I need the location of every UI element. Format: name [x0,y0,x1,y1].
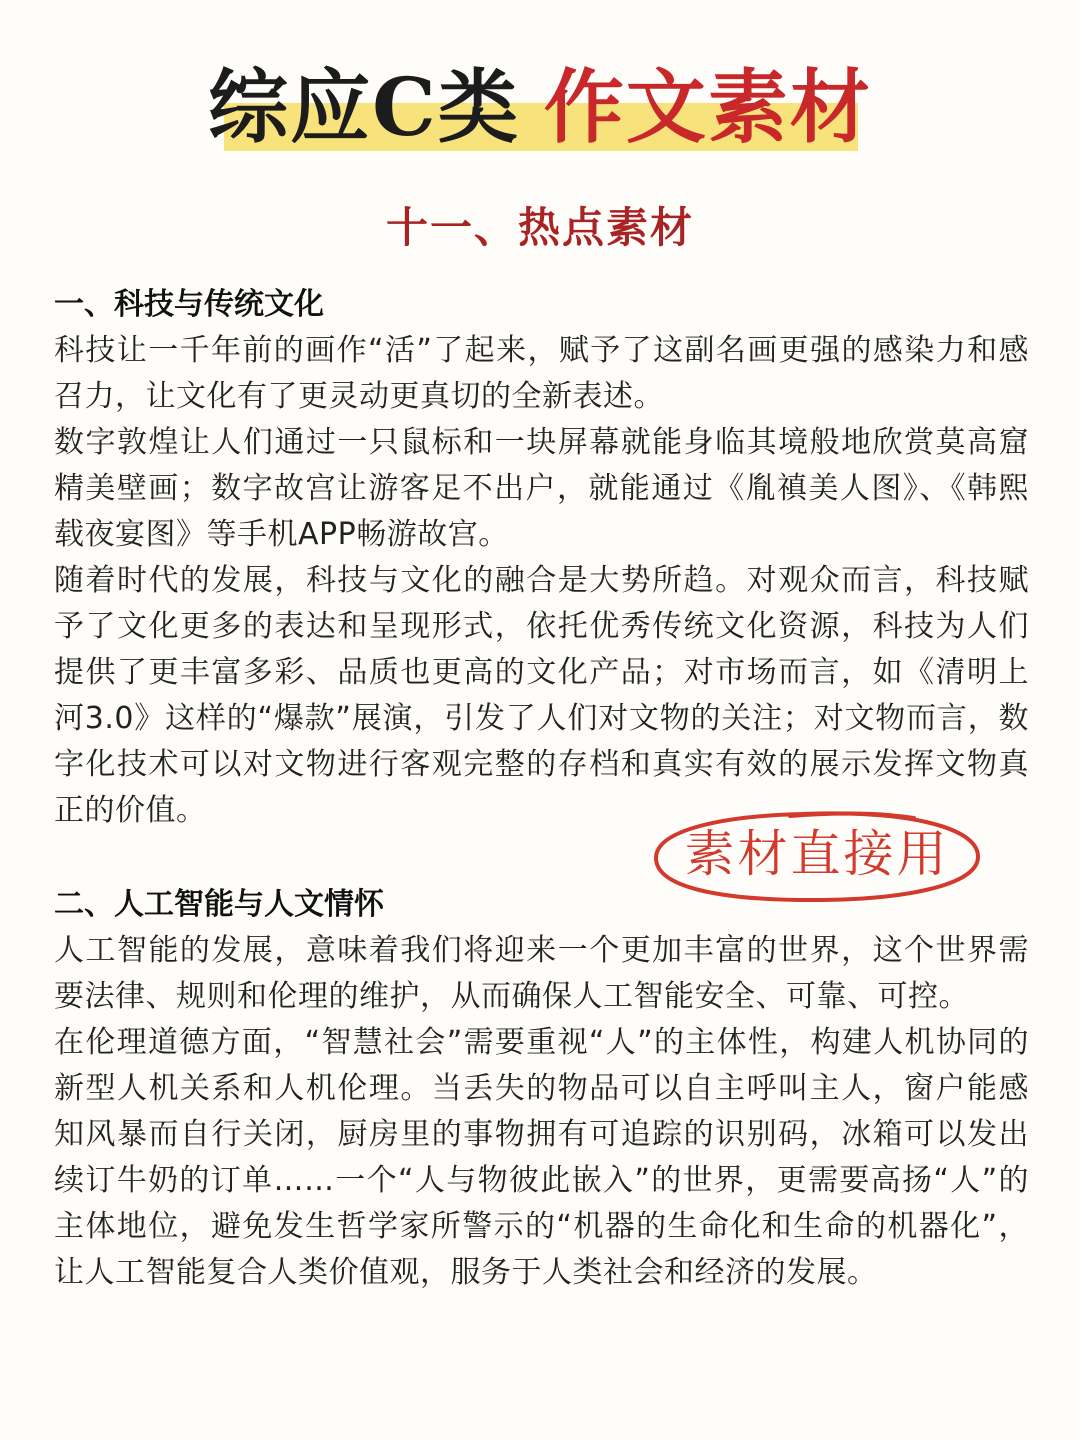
stamp-text: 素材直接用 [684,825,950,883]
section-paragraph: 随着时代的发展，科技与文化的融合是大势所趋。对观众而言，科技赋予了文化更多的表达和呈现形式，依托优秀传统文化资源，科技为人们提供了更丰富多彩、品质也更高的文化产品；对市场而言，如《清明上河3.0》这样的“爆款”展演，引发了人们对文物的关注；对文物而言，数字化技术可以对文物进行客观完整的存档和真实有效的展示发挥文物真正的价值。 [54,563,1029,828]
section-heading: 一、科技与传统文化 [54,287,324,322]
title-block [0,55,1080,165]
section-paragraph: 人工智能的发展，意味着我们将迎来一个更加丰富的世界，这个世界需要法律、规则和伦理的维护，从而确保人工智能安全、可靠、可控。 [54,933,1029,1014]
title-part-topic: 作文素材 [543,60,872,154]
section-paragraph: 科技让一千年前的画作“活”了起来，赋予了这副名画更强的感染力和感召力，让文化有了更灵动更真切的全新表述。 [54,333,1029,414]
section-tech-culture [54,282,1029,834]
title-part-category: 综应C类 [208,60,520,154]
section-heading: 二、人工智能与人文情怀 [54,887,384,922]
section-ai-humanities [54,882,1029,1296]
section-paragraph: 数字敦煌让人们通过一只鼠标和一块屏幕就能身临其境般地欣赏莫高窟精美壁画；数字故宫让游客足不出户，就能通过《胤禛美人图》、《韩熙载夜宴图》等手机APP畅游故宫。 [54,425,1029,552]
section-paragraph: 在伦理道德方面，“智慧社会”需要重视“人”的主体性，构建人机协同的新型人机关系和人机伦理。当丢失的物品可以自主呼叫主人，窗户能感知风暴而自行关闭，厨房里的事物拥有可追踪的识别码，冰箱可以发出续订牛奶的订单……一个“人与物彼此嵌入”的世界，更需要高扬“人”的主体地位，避免发生哲学家所警示的“机器的生命化和生命的机器化”，让人工智能复合人类价值观，服务于人类社会和经济的发展。 [54,1025,1029,1290]
page-title [0,55,1080,159]
page-subtitle: 十一、热点素材 [385,203,694,252]
